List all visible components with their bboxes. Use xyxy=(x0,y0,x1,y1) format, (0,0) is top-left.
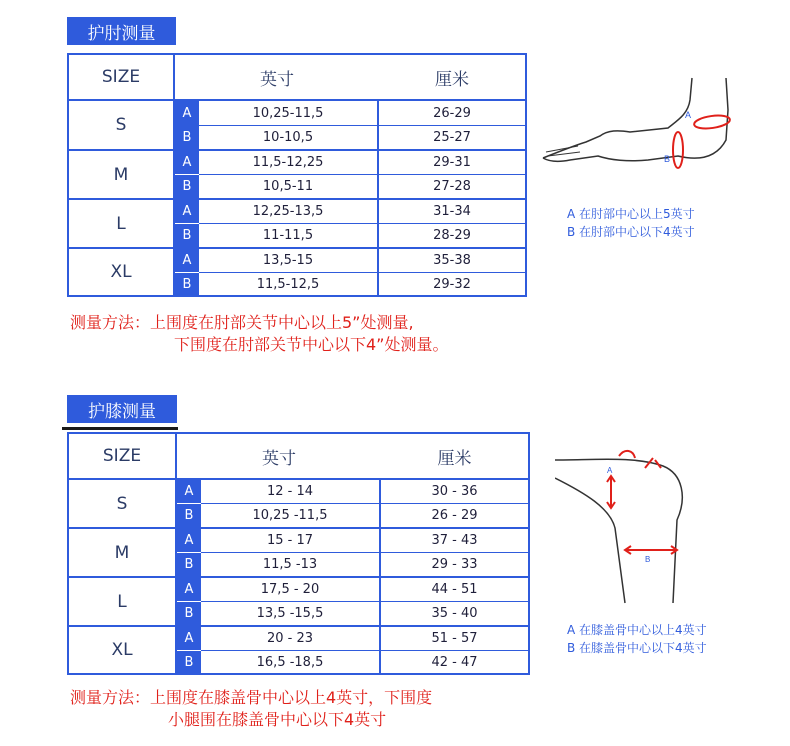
row-b-marker: B xyxy=(175,273,199,295)
inch-value: 17,5 - 20 xyxy=(260,582,320,597)
row-b-marker: B xyxy=(175,224,199,247)
knee-note-a: A 在膝盖骨中心以上4英寸 xyxy=(567,623,707,637)
cm-value: 26 - 29 xyxy=(431,508,478,523)
cm-value: 25-27 xyxy=(433,129,471,145)
row-b-marker: B xyxy=(175,125,199,149)
elbow-note-b: B 在肘部中心以下4英寸 xyxy=(567,225,695,239)
knee-note-b: B 在膝盖骨中心以下4英寸 xyxy=(567,641,707,655)
inch-value: 20 - 23 xyxy=(266,631,314,646)
cm-value: 29-32 xyxy=(433,276,471,292)
row-a-marker: A xyxy=(177,480,201,503)
title-underline xyxy=(62,427,178,430)
inch-value: 12,25-13,5 xyxy=(252,204,324,219)
size-label: M xyxy=(114,542,130,563)
size-label: S xyxy=(115,115,127,135)
cm-value: 28-29 xyxy=(433,228,471,243)
row-a-marker: A xyxy=(177,627,201,650)
inch-value: 15 - 17 xyxy=(266,533,314,548)
inch-value: 11-11,5 xyxy=(262,228,314,243)
row-a-marker: A xyxy=(175,151,199,174)
cm-value: 51 - 57 xyxy=(431,631,478,646)
cm-value: 37 - 43 xyxy=(431,533,478,548)
cm-value: 31-34 xyxy=(433,204,471,219)
cm-value: 27-28 xyxy=(433,179,471,194)
cm-value: 35 - 40 xyxy=(431,606,478,621)
cm-column-header: 厘米 xyxy=(437,448,472,469)
cm-value: 42 - 47 xyxy=(431,654,478,670)
knee-method-line2: 小腿围在膝盖骨中心以下4英寸 xyxy=(168,710,387,729)
row-b-marker: B xyxy=(175,175,199,198)
knee-size-table xyxy=(67,432,530,675)
cm-value: 30 - 36 xyxy=(431,484,478,499)
row-b-marker: B xyxy=(177,504,201,527)
cm-value: 44 - 51 xyxy=(431,582,478,597)
size-label: S xyxy=(116,493,128,514)
inch-column-header: 英寸 xyxy=(262,448,296,469)
inch-value: 10,25 -11,5 xyxy=(252,508,328,523)
elbow-section-title: 护肘测量 xyxy=(67,17,176,45)
row-a-marker: A xyxy=(175,200,199,223)
inch-value: 11,5 -13 xyxy=(262,557,318,572)
cm-column-header: 厘米 xyxy=(435,69,469,90)
leg-knee-illustration xyxy=(555,438,695,608)
fig-label-a: A xyxy=(607,466,613,475)
row-a-marker: A xyxy=(177,529,201,552)
row-b-marker: B xyxy=(177,553,201,576)
inch-value: 11,5-12,5 xyxy=(256,276,320,292)
elbow-note-a: A 在肘部中心以上5英寸 xyxy=(567,207,695,221)
size-label: L xyxy=(117,591,127,612)
row-a-marker: A xyxy=(177,578,201,601)
arm-elbow-illustration xyxy=(538,70,758,190)
size-label: XL xyxy=(110,262,132,282)
cm-value: 26-29 xyxy=(433,105,471,121)
knee-method-line1: 测量方法：上围度在膝盖骨中心以上4英寸，下围度 xyxy=(70,688,433,707)
inch-column-header: 英寸 xyxy=(260,69,294,90)
row-a-marker: A xyxy=(175,249,199,272)
size-label: M xyxy=(113,164,129,185)
elbow-method-line1: 测量方法：上围度在肘部关节中心以上5”处测量, xyxy=(70,313,414,332)
inch-value: 12 - 14 xyxy=(266,484,314,499)
size-column-header: SIZE xyxy=(101,67,141,87)
cm-value: 35-38 xyxy=(433,253,471,268)
inch-value: 16,5 -18,5 xyxy=(256,654,324,670)
knee-section-title: 护膝测量 xyxy=(67,395,177,423)
elbow-size-table xyxy=(67,53,527,297)
inch-value: 13,5 -15,5 xyxy=(256,606,324,621)
cm-value: 29-31 xyxy=(433,155,471,170)
cm-value: 29 - 33 xyxy=(431,557,478,572)
row-a-marker: A xyxy=(175,101,199,125)
inch-value: 11,5-12,25 xyxy=(252,155,324,170)
elbow-method-line2: 下围度在肘部关节中心以下4”处测量。 xyxy=(174,335,449,354)
fig-label-a: A xyxy=(685,110,692,120)
fig-label-b: B xyxy=(664,154,671,164)
row-b-marker: B xyxy=(177,651,201,673)
inch-value: 10-10,5 xyxy=(262,129,314,145)
size-label: XL xyxy=(111,640,133,660)
size-column-header: SIZE xyxy=(102,446,142,466)
inch-value: 10,5-11 xyxy=(262,179,314,194)
row-b-marker: B xyxy=(177,602,201,625)
fig-label-b: B xyxy=(645,555,651,564)
size-label: L xyxy=(116,213,126,234)
inch-value: 10,25-11,5 xyxy=(252,105,324,121)
inch-value: 13,5-15 xyxy=(262,253,314,268)
